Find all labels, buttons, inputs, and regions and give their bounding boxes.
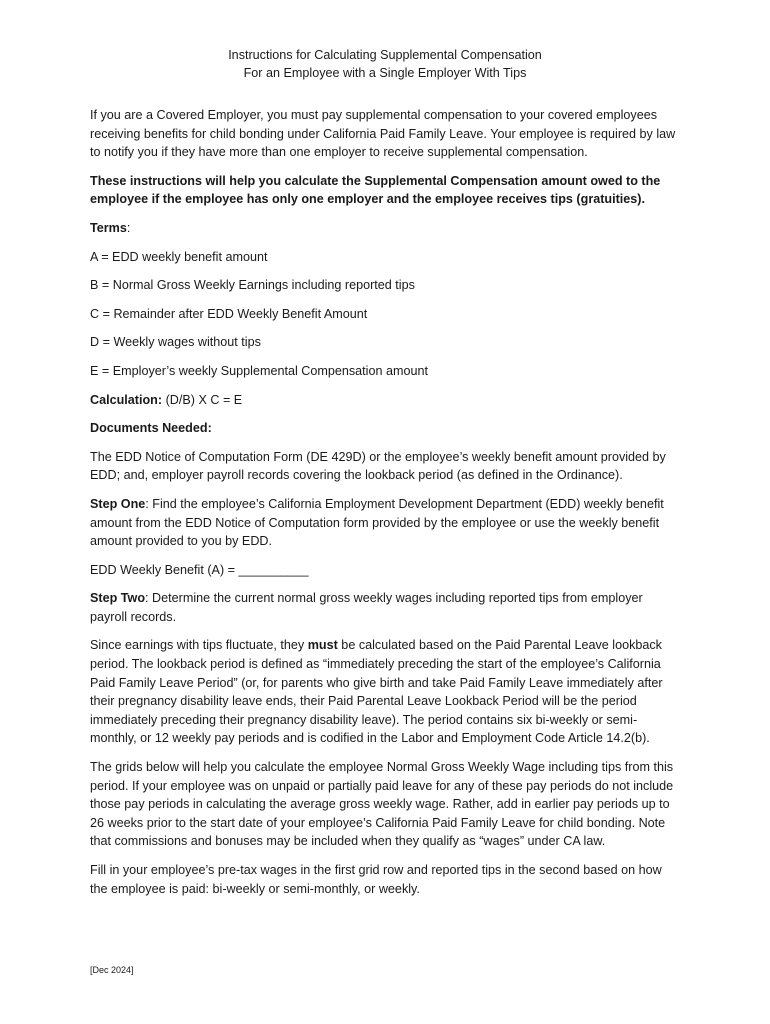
document-page <box>90 46 680 908</box>
terms-heading <box>90 219 680 238</box>
documents-heading: Documents Needed: <box>90 421 212 436</box>
step-one-text: : Find the employee’s California Employment Development Department (EDD) weekly benefit amount from the EDD Notice of Computation form provided by the employee or use the weekly benefit amount provided to you by EDD. <box>90 496 664 549</box>
step-two-label: Step Two <box>90 591 146 606</box>
document-title <box>90 46 680 82</box>
terms-label: Terms <box>90 220 127 235</box>
bold-intro-paragraph: These instructions will help you calculate the Supplemental Compensation amount owed to the employee if the employee has only one employer and the employee receives tips (gratuities). <box>90 173 661 207</box>
footer-date: [Dec 2024] <box>90 965 134 975</box>
grids-paragraph: The grids below will help you calculate the employee Normal Gross Weekly Wage including tips from this period. If your employee was on unpaid or partially paid leave for any of these pay periods do not include those pay periods in calculating the average gross weekly wage. Rather, add in earlier pay periods up to 26 weeks prior to the start date of your employee’s California Paid Family Leave for child bonding. Note that commissions and bonuses may be included when they qualify as “wages” under CA law. <box>90 760 674 849</box>
step-two-paragraph <box>90 589 680 626</box>
intro-paragraph: If you are a Covered Employer, you must pay supplemental compensation to your covered employees receiving benefits for child bonding under California Paid Family Leave. Your employee is required by law to notify you if they have more than one employer to receive supplemental compensation. <box>90 108 676 160</box>
title-line-1: Instructions for Calculating Supplemental Compensation <box>228 48 542 62</box>
term-a: A = EDD weekly benefit amount <box>90 249 268 264</box>
lookback-paragraph <box>90 636 680 748</box>
title-line-2: For an Employee with a Single Employer With Tips <box>243 66 527 80</box>
documents-paragraph: The EDD Notice of Computation Form (DE 429D) or the employee’s weekly benefit amount provided by EDD; and, employer payroll records covering the lookback period (as defined in the Ordinance). <box>90 449 666 483</box>
step-one-paragraph <box>90 495 680 551</box>
lookback-text-post: be calculated based on the Paid Parental Leave lookback period. The lookback period is defined as “immediately preceding the start of the employee’s California Paid Family Leave Period” (or, for parents who give birth and take Paid Family Leave immediately after their pregnancy disability leave ends, their Paid Parental Leave Lookback Period will be the period immediately preceding their pregnancy disability leave). The period contains six bi-weekly or semi-monthly, or 12 weekly pay periods and is codified in the Labor and Employment Code Article 14.2(b). <box>90 638 663 746</box>
calculation-label: Calculation: <box>90 392 163 407</box>
terms-colon: : <box>126 220 131 235</box>
term-c: C = Remainder after EDD Weekly Benefit Amount <box>90 306 368 321</box>
lookback-must: must <box>307 638 338 653</box>
term-e: E = Employer’s weekly Supplemental Compensation amount <box>90 363 428 378</box>
lookback-text-pre: Since earnings with tips fluctuate, they <box>90 638 308 653</box>
term-d: D = Weekly wages without tips <box>90 335 261 350</box>
term-b: B = Normal Gross Weekly Earnings including reported tips <box>90 278 415 293</box>
calculation-formula: (D/B) X C = E <box>162 392 243 407</box>
fill-in-paragraph: Fill in your employee’s pre-tax wages in the first grid row and reported tips in the second based on how the employee is paid: bi-weekly or semi-monthly, or weekly. <box>90 863 662 896</box>
calculation-line <box>90 391 680 410</box>
step-one-label: Step One <box>90 496 146 511</box>
edd-weekly-benefit-field: EDD Weekly Benefit (A) = __________ <box>90 562 309 577</box>
step-two-text: : Determine the current normal gross weekly wages including reported tips from employer payroll records. <box>90 591 643 624</box>
